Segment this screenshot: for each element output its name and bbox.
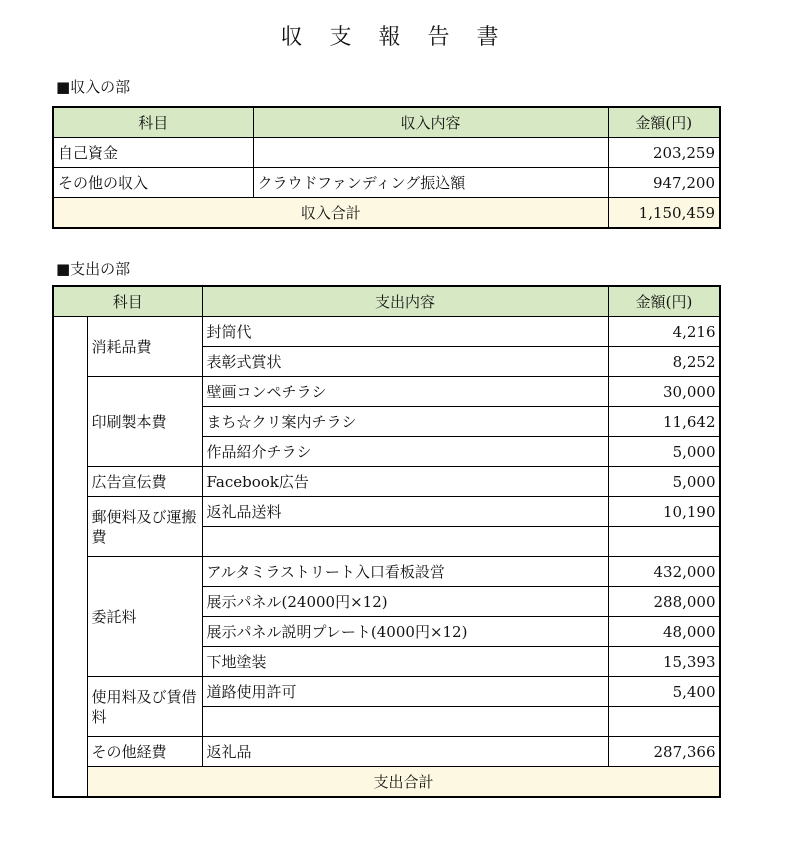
expense-desc: 返礼品 <box>202 737 608 767</box>
expense-desc: 展示パネル(24000円×12) <box>202 587 608 617</box>
table-row <box>53 168 720 198</box>
expense-category: 使用料及び賃借料 <box>87 677 202 737</box>
income-desc: クラウドファンディング振込額 <box>253 168 608 198</box>
table-row <box>53 377 720 407</box>
expense-amount <box>608 527 720 557</box>
income-table <box>52 106 721 229</box>
expense-desc: 封筒代 <box>202 317 608 347</box>
expense-blank-column <box>53 317 87 798</box>
table-row <box>53 467 720 497</box>
expense-header-desc: 支出内容 <box>202 286 608 317</box>
table-row <box>53 737 720 767</box>
expense-amount: 15,393 <box>608 647 720 677</box>
expense-total-row <box>53 767 720 798</box>
income-section-label: ■収入の部 <box>56 78 131 96</box>
expense-table <box>52 285 721 798</box>
expense-desc: 展示パネル説明プレート(4000円×12) <box>202 617 608 647</box>
expense-header-item: 科目 <box>53 286 202 317</box>
income-item: 自己資金 <box>53 138 253 168</box>
table-row <box>53 677 720 707</box>
expense-amount: 5,000 <box>608 437 720 467</box>
expense-desc: 下地塗装 <box>202 647 608 677</box>
expense-desc <box>202 527 608 557</box>
income-total-label: 収入合計 <box>53 198 608 229</box>
income-header-row <box>53 107 720 138</box>
income-header-item: 科目 <box>53 107 253 138</box>
expense-amount: 432,000 <box>608 557 720 587</box>
table-row <box>53 138 720 168</box>
expense-desc: まち☆クリ案内チラシ <box>202 407 608 437</box>
income-total-row <box>53 198 720 229</box>
expense-amount: 48,000 <box>608 617 720 647</box>
income-desc <box>253 138 608 168</box>
expense-desc: 作品紹介チラシ <box>202 437 608 467</box>
expense-amount: 5,400 <box>608 677 720 707</box>
expense-amount: 11,642 <box>608 407 720 437</box>
income-item: その他の収入 <box>53 168 253 198</box>
expense-desc: 壁画コンペチラシ <box>202 377 608 407</box>
expense-desc: Facebook広告 <box>202 467 608 497</box>
expense-amount: 288,000 <box>608 587 720 617</box>
income-header-desc: 収入内容 <box>253 107 608 138</box>
table-row <box>53 557 720 587</box>
expense-category: 消耗品費 <box>87 317 202 377</box>
expense-amount: 5,000 <box>608 467 720 497</box>
expense-category: その他経費 <box>87 737 202 767</box>
page-title: 収 支 報 告 書 <box>280 25 509 50</box>
expense-desc: 道路使用許可 <box>202 677 608 707</box>
expense-header-amount: 金額(円) <box>608 286 720 317</box>
expense-desc: 返礼品送料 <box>202 497 608 527</box>
expense-amount: 287,366 <box>608 737 720 767</box>
expense-amount: 30,000 <box>608 377 720 407</box>
expense-amount: 8,252 <box>608 347 720 377</box>
income-total-amount: 1,150,459 <box>608 198 720 229</box>
expense-category: 委託料 <box>87 557 202 677</box>
expense-desc <box>202 707 608 737</box>
table-row <box>53 317 720 347</box>
expense-amount: 10,190 <box>608 497 720 527</box>
expense-desc: アルタミラストリート入口看板設営 <box>202 557 608 587</box>
expense-amount <box>608 707 720 737</box>
expense-amount: 4,216 <box>608 317 720 347</box>
income-header-amount: 金額(円) <box>608 107 720 138</box>
expense-section-label: ■支出の部 <box>56 260 131 278</box>
expense-desc: 表彰式賞状 <box>202 347 608 377</box>
expense-header-row <box>53 286 720 317</box>
income-amount: 947,200 <box>608 168 720 198</box>
income-amount: 203,259 <box>608 138 720 168</box>
expense-category: 郵便料及び運搬費 <box>87 497 202 557</box>
expense-total-label: 支出合計 <box>87 767 720 798</box>
expense-category: 印刷製本費 <box>87 377 202 467</box>
table-row <box>53 497 720 527</box>
expense-category: 広告宣伝費 <box>87 467 202 497</box>
